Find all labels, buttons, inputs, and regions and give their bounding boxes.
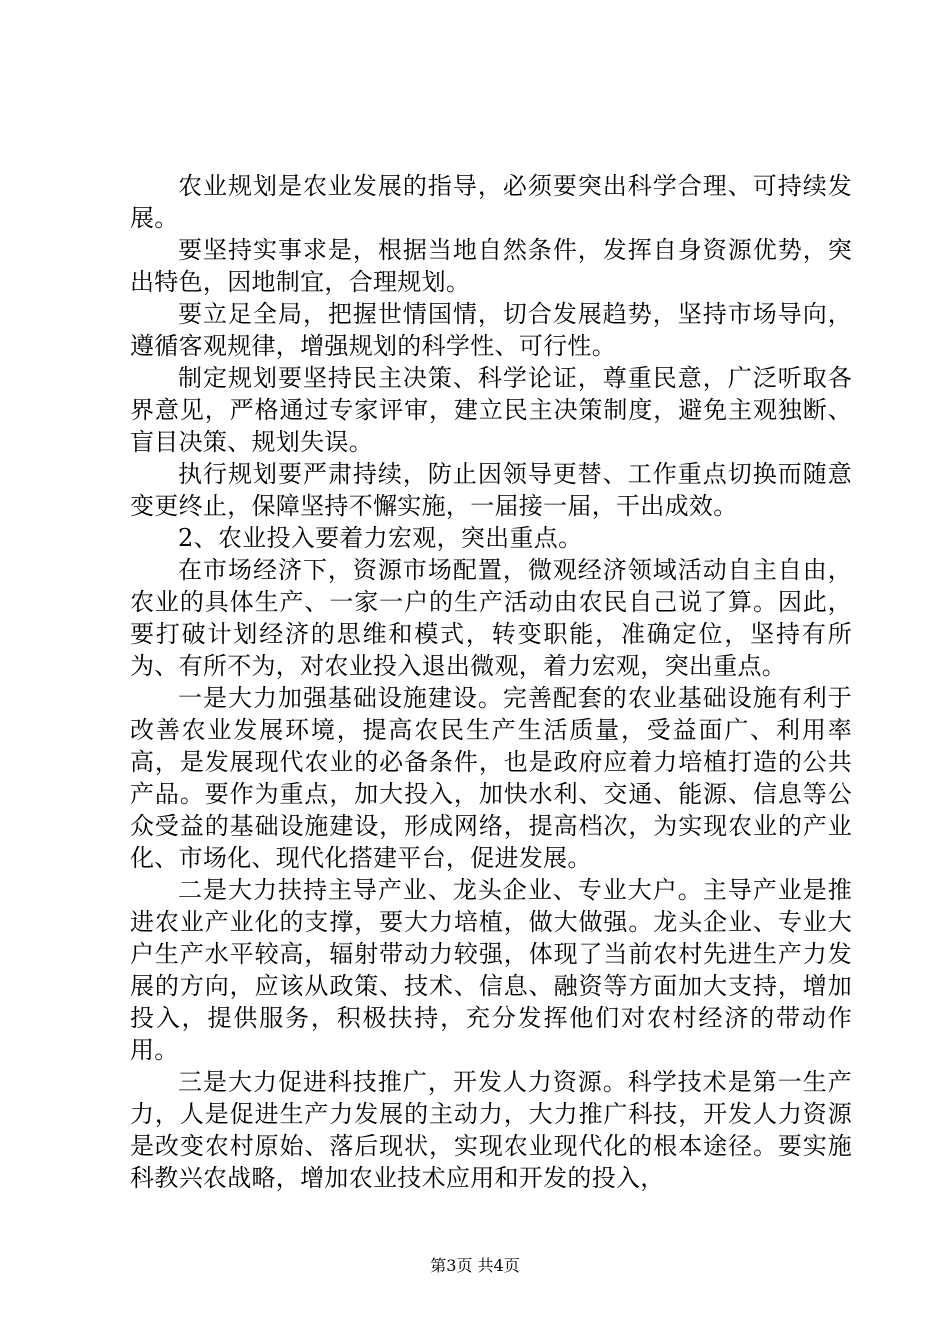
paragraph-1: 农业规划是农业发展的指导，必须要突出科学合理、可持续发展。 — [130, 172, 852, 232]
paragraph-5: 执行规划要严肃持续，防止因领导更替、工作重点切换而随意变更终止，保障坚持不懈实施，一届接一届，干出成效。 — [130, 460, 852, 520]
paragraph-2: 要坚持实事求是，根据当地自然条件，发挥自身资源优势，突出特色，因地制宜，合理规划。 — [130, 236, 852, 296]
document-body — [130, 170, 852, 1194]
section-heading: 2、农业投入要着力宏观，突出重点。 — [178, 524, 583, 552]
paragraph-8: 一是大力加强基础设施建设。完善配套的农业基础设施有利于改善农业发展环境，提高农民生产生活质量，受益面广、利用率高，是发展现代农业的必备条件，也是政府应着力培植打造的公共产品。要作为重点，加大投入，加快水利、交通、能源、信息等公众受益的基础设施建设，形成网络，提高档次，为实现农业的产业化、市场化、现代化搭建平台，促进发展。 — [130, 684, 852, 872]
paragraph-9: 二是大力扶持主导产业、龙头企业、专业大户。主导产业是推进农业产业化的支撑，要大力培植，做大做强。龙头企业、专业大户生产水平较高，辐射带动力较强，体现了当前农村先进生产力发展的方向，应该从政策、技术、信息、融资等方面加大支持，增加投入，提供服务，积极扶持，充分发挥他们对农村经济的带动作用。 — [130, 876, 852, 1064]
page-footer: 第3页 共4页 — [430, 1256, 520, 1275]
paragraph-4: 制定规划要坚持民主决策、科学论证，尊重民意，广泛听取各界意见，严格通过专家评审，建立民主决策制度，避免主观独断、盲目决策、规划失误。 — [130, 364, 852, 456]
paragraph-7: 在市场经济下，资源市场配置，微观经济领域活动自主自由，农业的具体生产、一家一户的生产活动由农民自己说了算。因此，要打破计划经济的思维和模式，转变职能，准确定位，坚持有所为、有所不为，对农业投入退出微观，着力宏观，突出重点。 — [130, 556, 852, 680]
paragraph-10: 三是大力促进科技推广，开发人力资源。科学技术是第一生产力，人是促进生产力发展的主动力，大力推广科技，开发人力资源是改变农村原始、落后现状，实现农业现代化的根本途径。要实施科教兴农战略，增加农业技术应用和开发的投入， — [130, 1068, 852, 1192]
paragraph-3: 要立足全局，把握世情国情，切合发展趋势，坚持市场导向，遵循客观规律，增强规划的科学性、可行性。 — [130, 300, 852, 360]
